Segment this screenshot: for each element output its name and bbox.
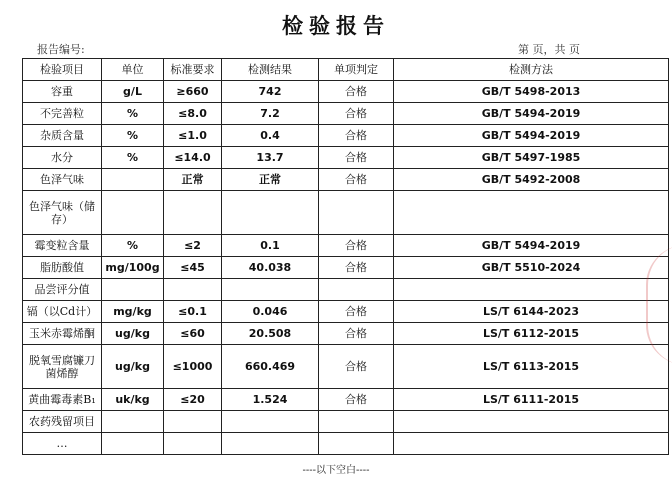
cell-requirement <box>164 279 222 301</box>
cell-judgement: 合格 <box>319 257 394 279</box>
cell-requirement: ≤1000 <box>164 345 222 389</box>
cell-result: 742 <box>222 81 319 103</box>
inspection-table <box>22 58 669 455</box>
cell-item: … <box>23 433 102 455</box>
cell-unit: uk/kg <box>102 389 164 411</box>
table-row <box>23 433 669 455</box>
cell-judgement: 合格 <box>319 81 394 103</box>
cell-method: LS/T 6112-2015 <box>394 323 669 345</box>
cell-requirement <box>164 433 222 455</box>
cell-judgement: 合格 <box>319 125 394 147</box>
cell-unit <box>102 411 164 433</box>
cell-item: 玉米赤霉烯酮 <box>23 323 102 345</box>
cell-judgement: 合格 <box>319 103 394 125</box>
cell-item: 色泽气味（储存） <box>23 191 102 235</box>
cell-requirement: ≤8.0 <box>164 103 222 125</box>
cell-method: LS/T 6144-2023 <box>394 301 669 323</box>
cell-method: GB/T 5494-2019 <box>394 235 669 257</box>
cell-item: 黄曲霉毒素B₁ <box>23 389 102 411</box>
table-row <box>23 125 669 147</box>
table-row <box>23 389 669 411</box>
cell-requirement <box>164 191 222 235</box>
cell-method <box>394 411 669 433</box>
table-row <box>23 81 669 103</box>
cell-method <box>394 279 669 301</box>
cell-unit <box>102 191 164 235</box>
cell-requirement: ≤1.0 <box>164 125 222 147</box>
table-row <box>23 257 669 279</box>
cell-method <box>394 433 669 455</box>
cell-judgement: 合格 <box>319 323 394 345</box>
cell-item: 霉变粒含量 <box>23 235 102 257</box>
cell-method: LS/T 6111-2015 <box>394 389 669 411</box>
cell-unit: ug/kg <box>102 323 164 345</box>
cell-item: 杂质含量 <box>23 125 102 147</box>
cell-result <box>222 411 319 433</box>
cell-unit: mg/100g <box>102 257 164 279</box>
header-method: 检测方法 <box>394 59 669 81</box>
cell-unit <box>102 433 164 455</box>
cell-unit: % <box>102 125 164 147</box>
header-item: 检验项目 <box>23 59 102 81</box>
cell-item: 水分 <box>23 147 102 169</box>
cell-unit <box>102 279 164 301</box>
cell-unit: mg/kg <box>102 301 164 323</box>
table-row <box>23 279 669 301</box>
cell-result: 20.508 <box>222 323 319 345</box>
table-row <box>23 191 669 235</box>
cell-judgement <box>319 411 394 433</box>
cell-item: 不完善粒 <box>23 103 102 125</box>
cell-result: 0.4 <box>222 125 319 147</box>
cell-result <box>222 433 319 455</box>
cell-method: GB/T 5492-2008 <box>394 169 669 191</box>
cell-result: 正常 <box>222 169 319 191</box>
cell-result: 40.038 <box>222 257 319 279</box>
cell-item: 脂肪酸值 <box>23 257 102 279</box>
table-row <box>23 169 669 191</box>
cell-method: GB/T 5498-2013 <box>394 81 669 103</box>
cell-requirement: ≤0.1 <box>164 301 222 323</box>
table-row <box>23 235 669 257</box>
cell-item: 容重 <box>23 81 102 103</box>
table-row <box>23 345 669 389</box>
header-judgement: 单项判定 <box>319 59 394 81</box>
cell-requirement: ≤45 <box>164 257 222 279</box>
table-row <box>23 411 669 433</box>
cell-result: 0.046 <box>222 301 319 323</box>
cell-requirement: ≤14.0 <box>164 147 222 169</box>
cell-result: 13.7 <box>222 147 319 169</box>
cell-result <box>222 191 319 235</box>
cell-unit <box>102 169 164 191</box>
report-number-label: 报告编号: <box>37 43 85 56</box>
cell-result: 1.524 <box>222 389 319 411</box>
table-header-row <box>23 59 669 81</box>
cell-result: 0.1 <box>222 235 319 257</box>
cell-result: 660.469 <box>222 345 319 389</box>
header-requirement: 标准要求 <box>164 59 222 81</box>
cell-requirement: 正常 <box>164 169 222 191</box>
cell-judgement: 合格 <box>319 147 394 169</box>
cell-result: 7.2 <box>222 103 319 125</box>
cell-requirement: ≥660 <box>164 81 222 103</box>
cell-item: 品尝评分值 <box>23 279 102 301</box>
cell-judgement <box>319 279 394 301</box>
cell-judgement: 合格 <box>319 301 394 323</box>
cell-method: GB/T 5494-2019 <box>394 103 669 125</box>
cell-method: GB/T 5510-2024 <box>394 257 669 279</box>
cell-method: LS/T 6113-2015 <box>394 345 669 389</box>
cell-method: GB/T 5497-1985 <box>394 147 669 169</box>
cell-item: 色泽气味 <box>23 169 102 191</box>
blank-below-note: ----以下空白---- <box>302 465 370 476</box>
cell-requirement <box>164 411 222 433</box>
cell-requirement: ≤20 <box>164 389 222 411</box>
table-row <box>23 323 669 345</box>
cell-item: 脱氧雪腐镰刀菌烯醇 <box>23 345 102 389</box>
table-row <box>23 103 669 125</box>
cell-requirement: ≤2 <box>164 235 222 257</box>
header-result: 检测结果 <box>222 59 319 81</box>
cell-unit: ug/kg <box>102 345 164 389</box>
table-row <box>23 147 669 169</box>
cell-unit: g/L <box>102 81 164 103</box>
header-unit: 单位 <box>102 59 164 81</box>
cell-unit: % <box>102 103 164 125</box>
cell-judgement: 合格 <box>319 389 394 411</box>
cell-unit: % <box>102 147 164 169</box>
cell-method <box>394 191 669 235</box>
cell-result <box>222 279 319 301</box>
cell-item: 镉（以Cd计） <box>23 301 102 323</box>
cell-unit: % <box>102 235 164 257</box>
page-count-label: 第 页，共 页 <box>518 43 580 56</box>
cell-item: 农药残留项目 <box>23 411 102 433</box>
report-title: 检验报告 <box>282 13 390 38</box>
cell-method: GB/T 5494-2019 <box>394 125 669 147</box>
cell-requirement: ≤60 <box>164 323 222 345</box>
cell-judgement <box>319 433 394 455</box>
cell-judgement: 合格 <box>319 169 394 191</box>
table-row <box>23 301 669 323</box>
cell-judgement: 合格 <box>319 345 394 389</box>
cell-judgement <box>319 191 394 235</box>
cell-judgement: 合格 <box>319 235 394 257</box>
